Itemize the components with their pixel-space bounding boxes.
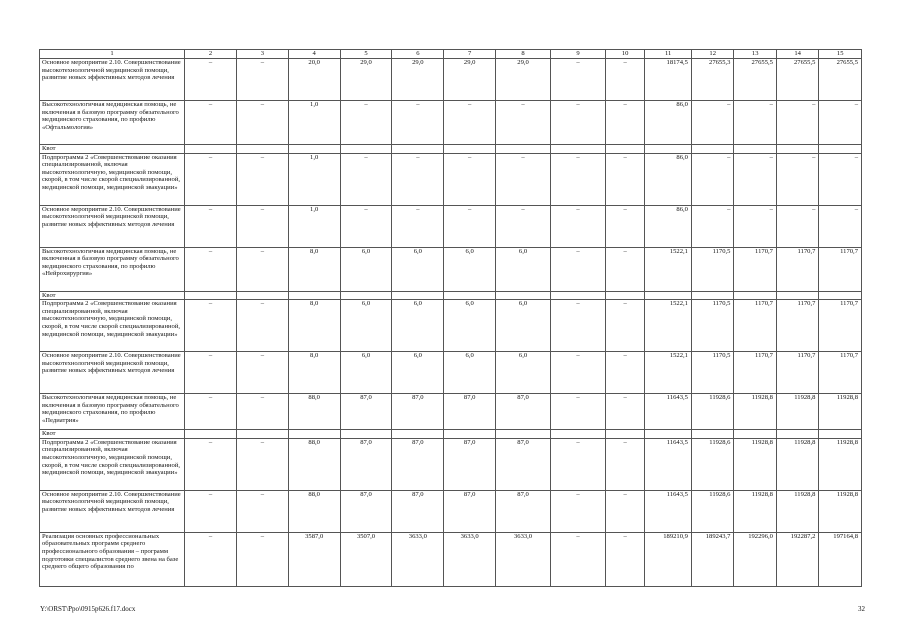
table-cell	[605, 145, 644, 154]
table-cell: 1522,1	[645, 247, 692, 291]
table-cell	[444, 430, 496, 439]
table-cell	[392, 145, 444, 154]
table-cell: –	[776, 205, 818, 247]
table-cell: 86,0	[645, 205, 692, 247]
column-header: 12	[691, 50, 733, 59]
table-cell	[288, 430, 340, 439]
table-cell: 29,0	[496, 59, 551, 101]
table-cell: 88,0	[288, 438, 340, 490]
table-cell: –	[236, 247, 288, 291]
table-cell	[340, 430, 392, 439]
table-cell: –	[444, 153, 496, 205]
column-header: 8	[496, 50, 551, 59]
row-description: Высокотехнологичная медицинская помощь, не включенная в базовую программу обязательного медицинского страхования, по профилю «Педиатрия»	[40, 394, 185, 430]
table-cell	[645, 145, 692, 154]
table-cell: 11643,5	[645, 438, 692, 490]
table-cell	[236, 145, 288, 154]
table-cell: 6,0	[392, 352, 444, 394]
table-cell: –	[605, 438, 644, 490]
table-cell: 87,0	[340, 394, 392, 430]
table-cell	[819, 145, 862, 154]
table-cell: –	[340, 205, 392, 247]
column-header: 4	[288, 50, 340, 59]
table-cell: –	[551, 438, 606, 490]
table-cell: 87,0	[444, 438, 496, 490]
table-cell: –	[236, 205, 288, 247]
table-cell: 6,0	[392, 247, 444, 291]
table-cell	[340, 291, 392, 300]
table-cell: –	[496, 205, 551, 247]
table-cell: –	[392, 101, 444, 145]
row-description: Реализация основных профессиональных образовательных программ среднего профессионального образования – программ подготовки специалистов среднего звена на базе среднего общего образования по	[40, 532, 185, 586]
table-cell: 11928,6	[691, 394, 733, 430]
table-cell: 189243,7	[691, 532, 733, 586]
table-cell: 6,0	[496, 300, 551, 352]
table-cell: 11928,8	[734, 438, 776, 490]
table-cell: 1170,5	[691, 247, 733, 291]
table-cell: 3633,0	[392, 532, 444, 586]
table-cell: 3633,0	[496, 532, 551, 586]
table-cell: 87,0	[496, 394, 551, 430]
table-cell: 1522,1	[645, 352, 692, 394]
column-header: 2	[185, 50, 237, 59]
table-cell	[392, 291, 444, 300]
row-description: Основное мероприятие 2.10. Совершенствование высокотехнологичной медицинской помощи, развитие новых эффективных методов лечения	[40, 59, 185, 101]
table-cell	[551, 291, 606, 300]
table-cell: –	[444, 205, 496, 247]
table-row	[40, 490, 862, 532]
table-cell: –	[392, 153, 444, 205]
table-cell	[185, 291, 237, 300]
table-cell: 86,0	[645, 101, 692, 145]
table-cell: –	[605, 247, 644, 291]
table-cell: 192296,0	[734, 532, 776, 586]
table-cell: –	[236, 352, 288, 394]
column-header: 13	[734, 50, 776, 59]
column-header: 3	[236, 50, 288, 59]
table-cell: 86,0	[645, 153, 692, 205]
table-cell: –	[185, 352, 237, 394]
table-cell: 87,0	[340, 490, 392, 532]
table-cell	[288, 291, 340, 300]
table-cell: –	[551, 247, 606, 291]
table-cell: 88,0	[288, 490, 340, 532]
table-row	[40, 300, 862, 352]
table-cell	[236, 430, 288, 439]
table-cell	[496, 430, 551, 439]
table-cell: –	[444, 101, 496, 145]
table-cell	[691, 291, 733, 300]
table-row	[40, 438, 862, 490]
table-cell: –	[392, 205, 444, 247]
table-row	[40, 352, 862, 394]
table-cell: –	[236, 153, 288, 205]
table-cell: 27655,5	[819, 59, 862, 101]
table-cell: –	[185, 59, 237, 101]
table-cell: 11643,5	[645, 394, 692, 430]
table-cell: –	[236, 59, 288, 101]
table-cell: 87,0	[392, 394, 444, 430]
table-cell: –	[185, 153, 237, 205]
table-cell: –	[819, 101, 862, 145]
table-cell: –	[185, 300, 237, 352]
table-cell: 11928,8	[776, 490, 818, 532]
table-row	[40, 247, 862, 291]
table-cell: –	[551, 153, 606, 205]
table-cell: –	[185, 532, 237, 586]
row-description: Основное мероприятие 2.10. Совершенствование высокотехнологичной медицинской помощи, развитие новых эффективных методов лечения	[40, 205, 185, 247]
table-row	[40, 145, 862, 154]
column-header: 9	[551, 50, 606, 59]
page-number: 32	[858, 605, 865, 613]
table-cell: 11928,6	[691, 438, 733, 490]
table-cell: 6,0	[444, 352, 496, 394]
table-cell: –	[551, 490, 606, 532]
table-cell: 192287,2	[776, 532, 818, 586]
table-cell	[444, 145, 496, 154]
table-cell: 8,0	[288, 247, 340, 291]
row-description: Квот	[40, 430, 185, 439]
table-cell: –	[605, 490, 644, 532]
table-row	[40, 291, 862, 300]
row-description: Подпрограмма 2 «Совершенствование оказания специализированной, включая высокотехнологичную, медицинской помощи, скорой, в том числе скорой специализированной, медицинской помощи, медицинской эвакуации»	[40, 438, 185, 490]
table-cell	[819, 430, 862, 439]
footer-file-path: Y:\ORST\Ppo\0915p626.f17.docx	[40, 605, 136, 613]
row-description: Высокотехнологичная медицинская помощь, не включенная в базовую программу обязательного медицинского страхования, по профилю «Нейрохирургия»	[40, 247, 185, 291]
table-cell: 6,0	[444, 300, 496, 352]
table-cell: 197164,8	[819, 532, 862, 586]
table-cell: 11928,8	[819, 490, 862, 532]
table-cell: –	[236, 490, 288, 532]
table-cell: 27655,5	[734, 59, 776, 101]
table-cell: –	[605, 300, 644, 352]
table-cell: –	[185, 205, 237, 247]
table-cell: 87,0	[444, 394, 496, 430]
table-cell: 6,0	[496, 247, 551, 291]
table-cell: 1170,7	[776, 300, 818, 352]
table-cell: –	[185, 490, 237, 532]
table-row	[40, 153, 862, 205]
table-row	[40, 532, 862, 586]
table-cell	[340, 145, 392, 154]
column-header: 10	[605, 50, 644, 59]
column-header: 11	[645, 50, 692, 59]
table-cell: –	[605, 352, 644, 394]
table-cell	[236, 291, 288, 300]
table-cell: –	[340, 153, 392, 205]
table-cell: 8,0	[288, 300, 340, 352]
table-cell: 18174,5	[645, 59, 692, 101]
row-description: Основное мероприятие 2.10. Совершенствование высокотехнологичной медицинской помощи, развитие новых эффективных методов лечения	[40, 352, 185, 394]
table-cell	[645, 430, 692, 439]
table-cell: 6,0	[340, 300, 392, 352]
table-cell: –	[236, 532, 288, 586]
table-cell: 6,0	[340, 352, 392, 394]
table-cell: –	[551, 101, 606, 145]
table-cell: –	[236, 300, 288, 352]
table-cell: –	[819, 153, 862, 205]
row-description: Основное мероприятие 2.10. Совершенствование высокотехнологичной медицинской помощи, развитие новых эффективных методов лечения	[40, 490, 185, 532]
table-cell: –	[734, 153, 776, 205]
table-cell: 6,0	[392, 300, 444, 352]
table-cell: 29,0	[444, 59, 496, 101]
table-cell: 87,0	[392, 438, 444, 490]
table-cell: –	[734, 101, 776, 145]
table-cell: 6,0	[444, 247, 496, 291]
column-header: 6	[392, 50, 444, 59]
table-row	[40, 394, 862, 430]
table-cell: 11928,8	[734, 490, 776, 532]
table-cell: 1,0	[288, 101, 340, 145]
table-cell: 8,0	[288, 352, 340, 394]
table-cell: –	[185, 438, 237, 490]
table-cell	[496, 291, 551, 300]
table-cell: –	[819, 205, 862, 247]
table-cell: 6,0	[340, 247, 392, 291]
table-cell: –	[691, 101, 733, 145]
table-cell: 1170,7	[819, 247, 862, 291]
table-cell: –	[236, 394, 288, 430]
table-cell	[776, 291, 818, 300]
table-cell: 11928,8	[776, 438, 818, 490]
row-description: Квот	[40, 145, 185, 154]
table-cell: 3587,0	[288, 532, 340, 586]
table-cell: 27655,3	[691, 59, 733, 101]
table-cell: 1170,7	[734, 247, 776, 291]
table-cell	[551, 430, 606, 439]
table-cell: –	[776, 101, 818, 145]
document-table	[39, 49, 862, 587]
table-cell: 20,0	[288, 59, 340, 101]
table-cell: –	[551, 59, 606, 101]
table-cell: 1170,7	[734, 352, 776, 394]
column-header: 15	[819, 50, 862, 59]
table-cell: 27655,5	[776, 59, 818, 101]
table-cell: 1170,7	[819, 352, 862, 394]
table-cell: –	[605, 153, 644, 205]
table-cell: –	[605, 101, 644, 145]
table-row	[40, 430, 862, 439]
table-cell: –	[340, 101, 392, 145]
table-cell: 1170,5	[691, 352, 733, 394]
row-description: Подпрограмма 2 «Совершенствование оказания специализированной, включая высокотехнологичную, медицинской помощи, скорой, в том числе скорой специализированной, медицинской помощи, медицинской эвакуации»	[40, 300, 185, 352]
table-cell: 1170,7	[776, 247, 818, 291]
table-cell: 88,0	[288, 394, 340, 430]
table-cell: 29,0	[392, 59, 444, 101]
table-cell: –	[185, 101, 237, 145]
column-header: 14	[776, 50, 818, 59]
table-cell: 11928,8	[734, 394, 776, 430]
table-cell: 6,0	[496, 352, 551, 394]
table-cell: 3507,0	[340, 532, 392, 586]
column-header: 7	[444, 50, 496, 59]
table-cell	[734, 291, 776, 300]
table-cell	[605, 430, 644, 439]
table-cell: 87,0	[496, 490, 551, 532]
table-cell: –	[551, 205, 606, 247]
table-cell: 11643,5	[645, 490, 692, 532]
row-description: Подпрограмма 2 «Совершенствование оказания специализированной, включая высокотехнологичную, медицинской помощи, скорой, в том числе скорой специализированной, медицинской помощи, медицинской эвакуации»	[40, 153, 185, 205]
table-cell: 189210,9	[645, 532, 692, 586]
table-cell: –	[236, 101, 288, 145]
table-cell	[288, 145, 340, 154]
table-cell: 87,0	[340, 438, 392, 490]
table-cell: 1,0	[288, 153, 340, 205]
table-cell: 87,0	[392, 490, 444, 532]
table-cell: 11928,8	[776, 394, 818, 430]
table-cell: 3633,0	[444, 532, 496, 586]
table-cell: 1170,7	[776, 352, 818, 394]
table-cell	[645, 291, 692, 300]
table-cell: 11928,6	[691, 490, 733, 532]
table-cell	[496, 145, 551, 154]
table-cell	[605, 291, 644, 300]
table-cell: 1170,5	[691, 300, 733, 352]
table-cell: 1,0	[288, 205, 340, 247]
table-cell: –	[734, 205, 776, 247]
table-row	[40, 101, 862, 145]
table-cell: 87,0	[496, 438, 551, 490]
table-cell: –	[185, 394, 237, 430]
table-cell: –	[496, 153, 551, 205]
table-row	[40, 205, 862, 247]
table-cell: –	[605, 532, 644, 586]
table-cell	[734, 430, 776, 439]
header-row	[40, 50, 862, 59]
table-cell	[551, 145, 606, 154]
row-description: Квот	[40, 291, 185, 300]
table-cell: –	[605, 394, 644, 430]
table-cell: 1170,7	[819, 300, 862, 352]
table-cell	[691, 430, 733, 439]
table-cell	[734, 145, 776, 154]
table-cell	[444, 291, 496, 300]
table-cell: –	[236, 438, 288, 490]
table-cell	[691, 145, 733, 154]
table-cell: –	[551, 300, 606, 352]
row-description: Высокотехнологичная медицинская помощь, не включенная в базовую программу обязательного медицинского страхования, по профилю «Офтальмология»	[40, 101, 185, 145]
table-cell: –	[691, 205, 733, 247]
table-cell: 1522,1	[645, 300, 692, 352]
column-header: 1	[40, 50, 185, 59]
table-cell: 1170,7	[734, 300, 776, 352]
table-cell: –	[551, 394, 606, 430]
table-cell: –	[551, 532, 606, 586]
table-row	[40, 59, 862, 101]
table-cell: 29,0	[340, 59, 392, 101]
table-cell: 11928,8	[819, 438, 862, 490]
table-cell: –	[551, 352, 606, 394]
table-cell: –	[605, 205, 644, 247]
table-cell	[776, 430, 818, 439]
table-cell: 87,0	[444, 490, 496, 532]
table-cell: –	[691, 153, 733, 205]
table-cell: –	[605, 59, 644, 101]
table-cell	[392, 430, 444, 439]
table-cell: 11928,8	[819, 394, 862, 430]
column-header: 5	[340, 50, 392, 59]
table-cell	[185, 430, 237, 439]
table-cell: –	[185, 247, 237, 291]
table-cell	[776, 145, 818, 154]
table-cell: –	[776, 153, 818, 205]
table-cell	[819, 291, 862, 300]
table-cell	[185, 145, 237, 154]
table-cell: –	[496, 101, 551, 145]
